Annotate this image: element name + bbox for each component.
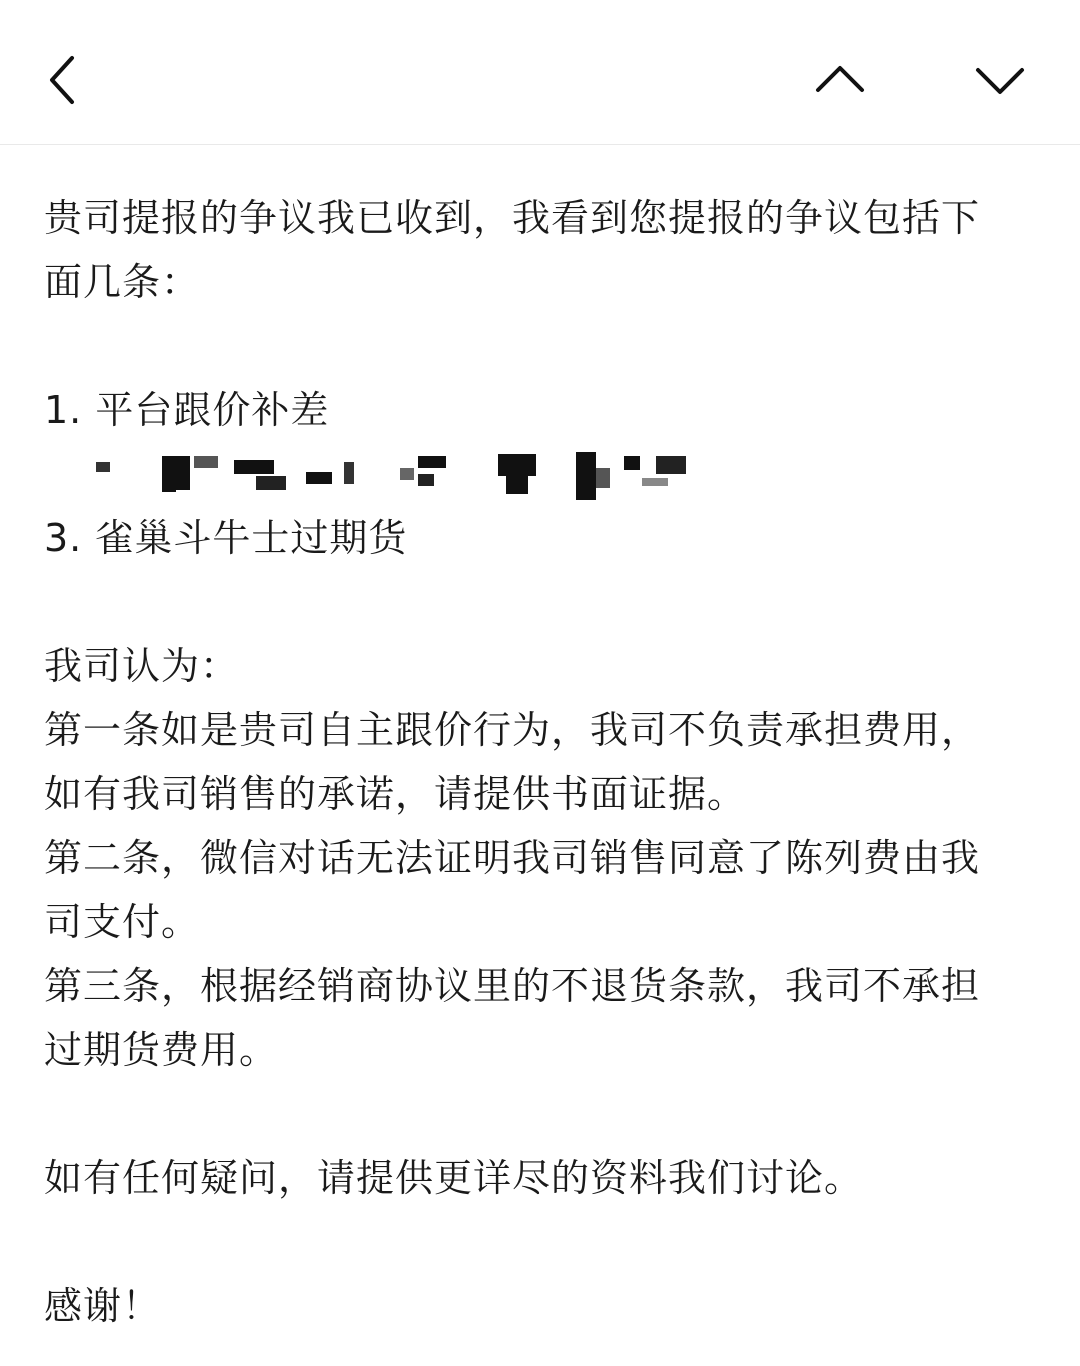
point-3-line-2: 过期货费用。	[44, 1028, 279, 1072]
redaction-block	[656, 456, 686, 474]
dispute-item-3: 3. 雀巢斗牛士过期货	[44, 516, 408, 560]
previous-message-button[interactable]	[812, 52, 868, 108]
redaction-block	[306, 472, 332, 484]
redaction-block	[400, 468, 414, 480]
redaction-block	[498, 454, 536, 476]
redaction-block	[596, 468, 610, 488]
redaction-block	[576, 452, 596, 500]
redaction-block	[194, 456, 218, 468]
next-message-button[interactable]	[972, 52, 1028, 108]
top-navigation-bar	[0, 0, 1080, 145]
spacer	[44, 1210, 1034, 1274]
intro-line-2: 面几条：	[44, 260, 201, 304]
redaction-block	[418, 474, 434, 486]
dispute-item-1: 1. 平台跟价补差	[44, 388, 330, 432]
redaction-block	[256, 476, 286, 490]
point-1-line-1: 第一条如是贵司自主跟价行为，我司不负责承担费用，	[44, 708, 981, 752]
spacer	[44, 1082, 1034, 1146]
redaction-block	[162, 456, 190, 490]
redaction-block	[96, 462, 110, 472]
spacer	[44, 314, 1034, 378]
message-body	[44, 186, 1034, 1338]
redaction-block	[506, 476, 528, 494]
point-2-line-2: 司支付。	[44, 900, 201, 944]
chevron-down-icon	[972, 52, 1028, 108]
intro-line-1: 贵司提报的争议我已收到，我看到您提报的争议包括下	[44, 196, 981, 240]
redaction-block	[234, 460, 274, 474]
point-1-line-2: 如有我司销售的承诺，请提供书面证据。	[44, 772, 747, 816]
redaction-block	[642, 478, 668, 486]
redaction-block	[418, 456, 446, 468]
closing-line: 如有任何疑问，请提供更详尽的资料我们讨论。	[44, 1156, 864, 1200]
redaction-block	[624, 456, 640, 470]
back-button[interactable]	[36, 52, 92, 108]
redaction-block	[344, 462, 354, 484]
point-3-line-1: 第三条，根据经销商协议里的不退货条款，我司不承担	[44, 964, 981, 1008]
opinion-header: 我司认为：	[44, 644, 240, 688]
spacer	[44, 570, 1034, 634]
thanks-line: 感谢！	[44, 1284, 162, 1328]
redacted-dispute-item-2	[44, 442, 1034, 506]
chevron-left-icon	[36, 52, 92, 108]
point-2-line-1: 第二条，微信对话无法证明我司销售同意了陈列费由我	[44, 836, 981, 880]
chevron-up-icon	[812, 52, 868, 108]
